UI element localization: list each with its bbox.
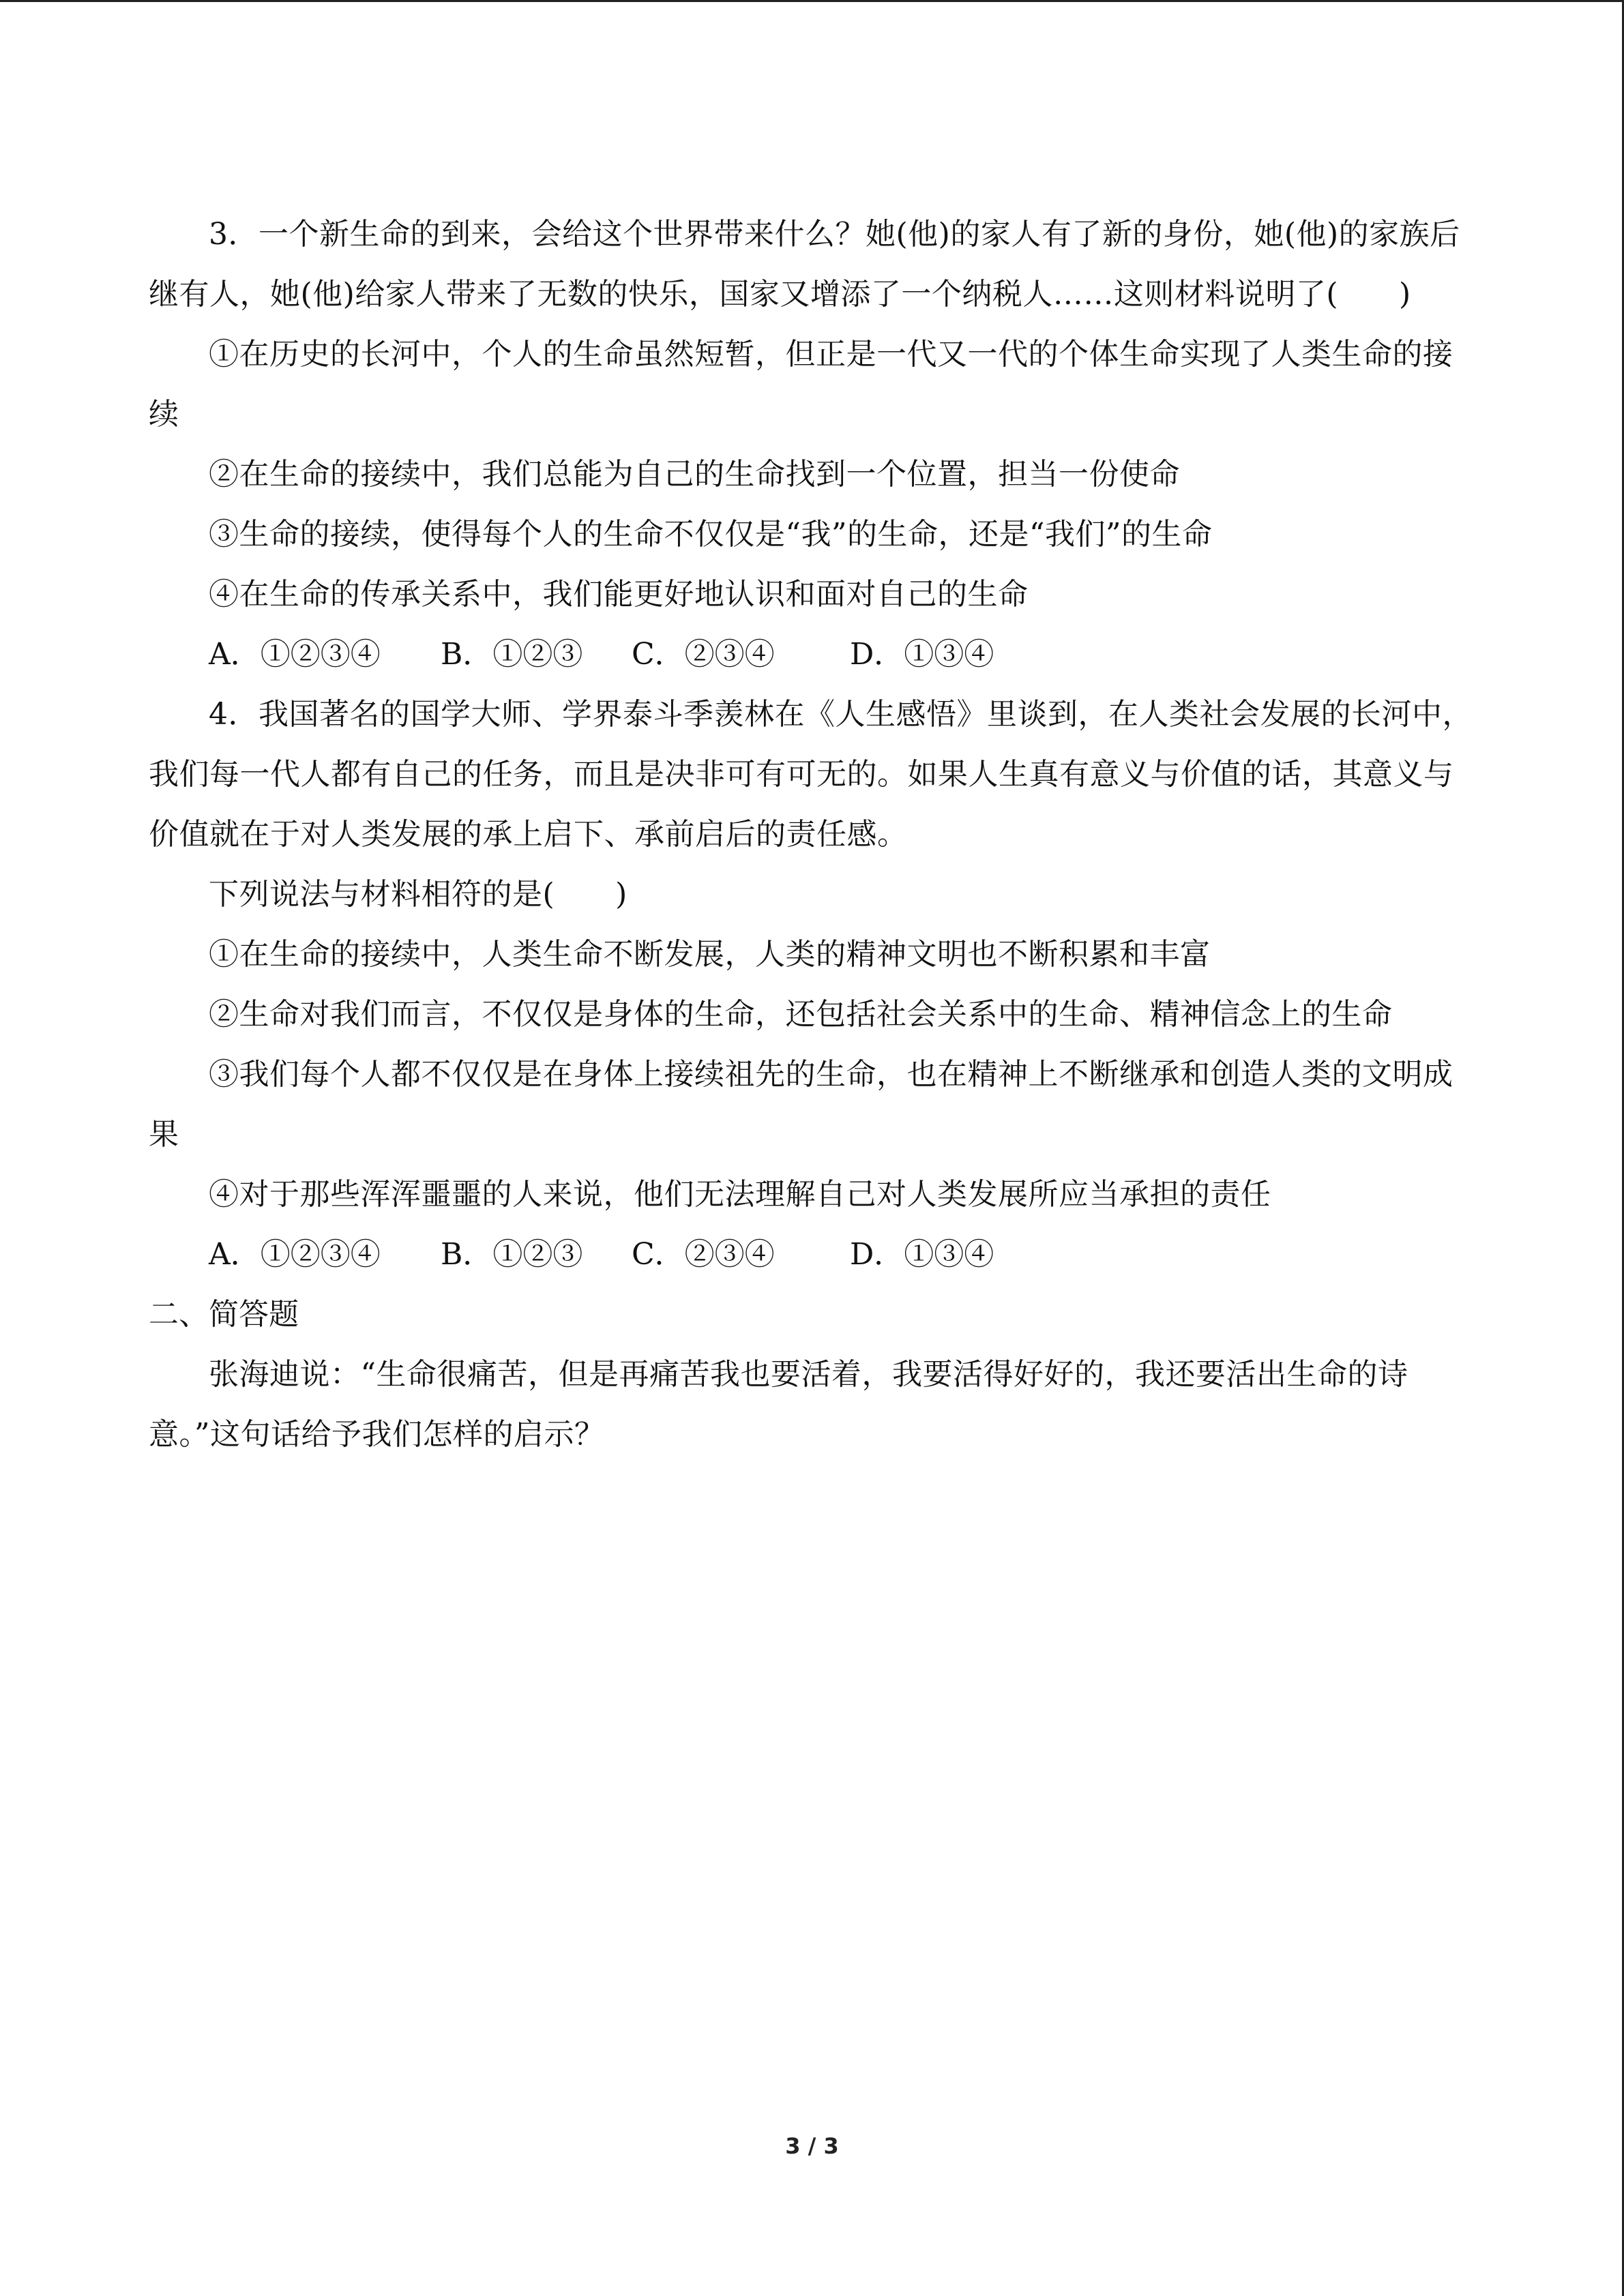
short-answer-question: 张海迪说：“生命很痛苦，但是再痛苦我也要活着，我要活得好好的，我还要活出生命的诗意。”这句话给予我们怎样的启示？ [149,1357,1408,1452]
q3-option-d: D．①③④ [850,637,994,672]
q4-item-2: ②生命对我们而言，不仅仅是身体的生命，还包括社会关系中的生命、精神信念上的生命 [209,997,1393,1032]
q3-option-b: B．①②③ [441,637,583,672]
page-number: 3 / 3 [785,2133,839,2159]
q4-option-b: B．①②③ [441,1237,583,1272]
q4-item-3: ③我们每个人都不仅仅是在身体上接续祖先的生命，也在精神上不断继承和创造人类的文明成果 [149,1057,1453,1152]
q3-item-4: ④在生命的传承关系中，我们能更好地认识和面对自己的生命 [209,577,1029,612]
q4-options [149,1225,1475,1285]
section-heading: 二、简答题 [149,1297,299,1332]
q4-option-d: D．①③④ [850,1237,994,1272]
q4-prompt: 下列说法与材料相符的是( ) [209,877,628,912]
q4-item-1: ①在生命的接续中，人类生命不断发展，人类的精神文明也不断积累和丰富 [209,937,1211,972]
q3-item-1: ①在历史的长河中，个人的生命虽然短暂，但正是一代又一代的个体生命实现了人类生命的接续 [149,337,1453,432]
q3-options [149,625,1475,685]
q3-option-a: A．①②③④ [209,637,381,672]
q4-stem: 4．我国著名的国学大师、学界泰斗季羡林在《人生感悟》里谈到，在人类社会发展的长河中，我们每一代人都有自己的任务，而且是决非可有可无的。如果人生真有意义与价值的话，其意义与价值就在于对人类发展的承上启下、承前启后的责任感。 [149,697,1473,852]
q4-option-a: A．①②③④ [209,1237,381,1272]
q3-stem: 3．一个新生命的到来，会给这个世界带来什么？她(他)的家人有了新的身份，她(他)的家族后继有人，她(他)给家人带来了无数的快乐，国家又增添了一个纳税人……这则材料说明了( ) [149,217,1460,312]
q3-item-3: ③生命的接续，使得每个人的生命不仅仅是“我”的生命，还是“我们”的生命 [209,517,1213,552]
q3-item-2: ②在生命的接续中，我们总能为自己的生命找到一个位置，担当一份使命 [209,457,1180,492]
document-body [149,205,1475,1465]
q3-option-c: C．②③④ [632,637,775,672]
q4-option-c: C．②③④ [632,1237,775,1272]
q4-item-4: ④对于那些浑浑噩噩的人来说，他们无法理解自己对人类发展所应当承担的责任 [209,1177,1271,1212]
